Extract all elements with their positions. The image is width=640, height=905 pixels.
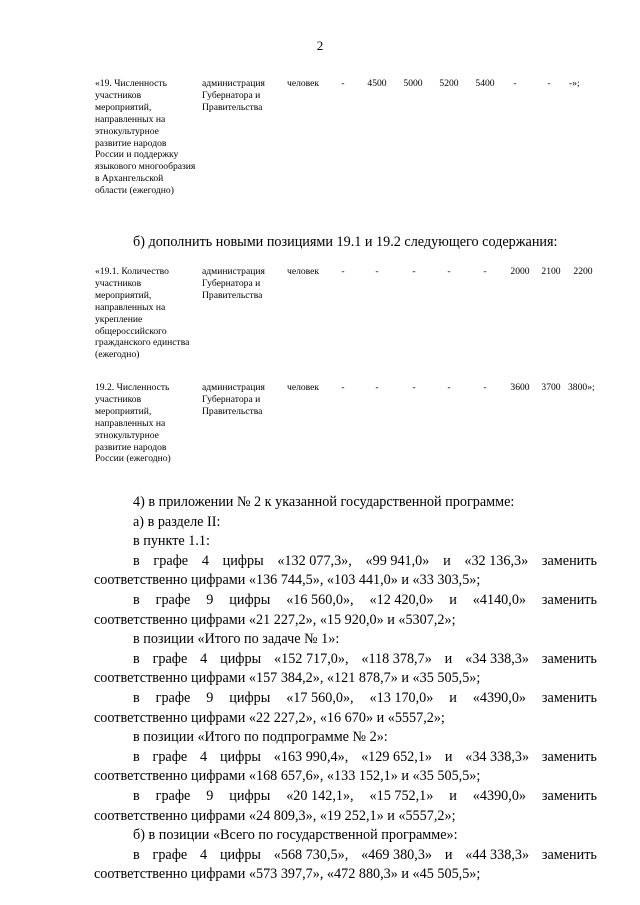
word: цифры bbox=[229, 592, 271, 608]
word: графе bbox=[155, 690, 191, 706]
word: в bbox=[133, 592, 140, 608]
table-cell: 5000 bbox=[403, 78, 423, 89]
word: «15 752,1» bbox=[369, 788, 434, 804]
word: в bbox=[133, 748, 140, 765]
table-cell: - bbox=[341, 266, 345, 277]
word: 9 bbox=[206, 592, 214, 608]
table-cell: - bbox=[447, 266, 451, 277]
page-number: 2 bbox=[316, 38, 324, 53]
word: «568 730,5», bbox=[273, 846, 349, 863]
word: 9 bbox=[206, 690, 214, 706]
indicator-name: «19.1. Количество участников мероприятий, направленных на укрепление общероссийского гражданского единства (ежегодно) bbox=[95, 266, 190, 361]
word: в bbox=[133, 552, 140, 569]
word: «132 077,3», bbox=[277, 552, 352, 569]
unit-of-measure: человек bbox=[287, 266, 320, 277]
indicator-name: 19.2. Численность участников мероприятий, направленных на этнокультурное развитие народов России (ежегодно) bbox=[95, 382, 171, 465]
word: цифры bbox=[229, 690, 271, 706]
word: цифры bbox=[220, 650, 262, 667]
word: и bbox=[444, 846, 453, 863]
body-line: соответственно цифрами «573 397,7», «472 880,3» и «45 505,5»; bbox=[94, 866, 481, 883]
word: «34 338,3» bbox=[465, 650, 529, 667]
responsible-executor: администрация Губернатора и Правительства bbox=[202, 382, 265, 417]
table-cell: - bbox=[341, 78, 345, 89]
body-line: соответственно цифрами «168 657,6», «133 152,1» и «35 505,5»; bbox=[94, 768, 481, 785]
word: в bbox=[133, 846, 140, 863]
table-row-19 bbox=[95, 78, 610, 214]
word: цифры bbox=[222, 552, 264, 569]
table-cell: 5400 bbox=[475, 78, 495, 89]
body-line: соответственно цифрами «21 227,2», «15 920,0» и «5307,2»; bbox=[94, 611, 456, 628]
body-line: 4) в приложении № 2 к указанной государственной программе: bbox=[133, 494, 515, 510]
word: «118 378,7» bbox=[361, 650, 432, 667]
table-cell: - bbox=[447, 382, 451, 393]
word: и bbox=[449, 788, 457, 804]
word: «17 560,0», bbox=[286, 690, 354, 706]
word: «16 560,0», bbox=[286, 592, 354, 608]
word: «32 136,3» bbox=[464, 552, 529, 569]
body-line bbox=[133, 788, 597, 804]
word: и bbox=[444, 748, 453, 765]
word: графе bbox=[152, 846, 188, 863]
word: графе bbox=[153, 552, 189, 569]
table-cell: 2200 bbox=[573, 266, 593, 277]
body-line bbox=[133, 592, 597, 608]
table-cell: - bbox=[513, 78, 517, 89]
word: 9 bbox=[206, 788, 214, 804]
word: заменить bbox=[541, 552, 597, 569]
table-row-19-2 bbox=[95, 382, 610, 472]
body-line: соответственно цифрами «157 384,2», «121 878,7» и «35 505,5»; bbox=[94, 670, 481, 687]
table-cell: 3700 bbox=[541, 382, 561, 393]
body-line: а) в разделе II: bbox=[133, 513, 221, 530]
table-cell: - bbox=[412, 266, 416, 277]
body-line: в позиции «Итого по задаче № 1»: bbox=[133, 631, 340, 648]
body-line bbox=[133, 553, 597, 569]
word: цифры bbox=[219, 846, 261, 863]
body-line bbox=[133, 651, 597, 667]
word: графе bbox=[152, 748, 188, 765]
table-cell: - bbox=[341, 382, 345, 393]
table-cell: - bbox=[375, 382, 379, 393]
word: «4390,0» bbox=[472, 788, 526, 804]
word: 4 bbox=[200, 650, 208, 667]
unit-of-measure: человек bbox=[287, 78, 320, 89]
table-cell: 2000 bbox=[510, 266, 530, 277]
table-cell: 2100 bbox=[541, 266, 561, 277]
word: заменить bbox=[541, 748, 597, 765]
word: графе bbox=[152, 650, 188, 667]
indicator-name: «19. Численность участников мероприятий, направленных на этнокультурное развитие народов России и поддержку языкового многообразия в Архангельской области (ежегодно) bbox=[95, 78, 196, 197]
table-cell: 3800»; bbox=[568, 382, 595, 393]
table-cell: 4500 bbox=[367, 78, 387, 89]
table-cell: - bbox=[483, 382, 487, 393]
body-line bbox=[133, 749, 597, 765]
table-cell: -»; bbox=[569, 78, 580, 89]
word: «44 338,3» bbox=[465, 846, 530, 863]
unit-of-measure: человек bbox=[287, 382, 320, 393]
word: и bbox=[444, 650, 453, 667]
word: «99 941,0» bbox=[365, 552, 430, 569]
word: заменить bbox=[541, 846, 597, 863]
word: цифры bbox=[229, 788, 271, 804]
word: «4140,0» bbox=[472, 592, 526, 608]
table-cell: - bbox=[547, 78, 551, 89]
word: 4 bbox=[201, 552, 209, 569]
table-cell: - bbox=[412, 382, 416, 393]
word: в bbox=[133, 690, 140, 706]
word: «129 652,1» bbox=[361, 748, 432, 765]
word: и bbox=[449, 690, 457, 706]
word: «469 380,3» bbox=[361, 846, 432, 863]
word: «20 142,1», bbox=[286, 788, 354, 804]
word: заменить bbox=[541, 690, 597, 706]
table-cell: 3600 bbox=[510, 382, 530, 393]
table-cell: - bbox=[375, 266, 379, 277]
heading-b: б) дополнить новыми позициями 19.1 и 19.2 следующего содержания: bbox=[133, 234, 558, 250]
word: цифры bbox=[219, 748, 261, 765]
word: графе bbox=[155, 592, 191, 608]
table-cell: 5200 bbox=[439, 78, 459, 89]
body-line: соответственно цифрами «22 227,2», «16 670» и «5557,2»; bbox=[94, 709, 445, 726]
word: в bbox=[133, 650, 140, 667]
word: и bbox=[449, 592, 457, 608]
body-line: соответственно цифрами «136 744,5», «103 441,0» и «33 303,5»; bbox=[94, 572, 481, 589]
word: и bbox=[443, 552, 451, 569]
word: «163 990,4», bbox=[273, 748, 349, 765]
body-line: в позиции «Итого по подпрограмме № 2»: bbox=[133, 729, 388, 746]
word: «152 717,0», bbox=[274, 650, 349, 667]
word: «34 338,3» bbox=[465, 748, 530, 765]
word: графе bbox=[155, 788, 191, 804]
body-line bbox=[133, 690, 597, 706]
responsible-executor: администрация Губернатора и Правительства bbox=[202, 266, 265, 301]
body-line: б) в позиции «Всего по государственной программе»: bbox=[133, 827, 458, 844]
word: заменить bbox=[541, 592, 597, 608]
word: в bbox=[133, 788, 140, 804]
table-cell: - bbox=[483, 266, 487, 277]
responsible-executor: администрация Губернатора и Правительства bbox=[202, 78, 265, 113]
body-line bbox=[133, 847, 597, 863]
word: «12 420,0» bbox=[369, 592, 434, 608]
word: 4 bbox=[200, 748, 208, 765]
word: 4 bbox=[200, 846, 208, 863]
body-line: соответственно цифрами «24 809,3», «19 252,1» и «5557,2»; bbox=[94, 807, 456, 824]
table-row-19-1 bbox=[95, 266, 610, 366]
word: заменить bbox=[541, 650, 597, 667]
body-line: в пункте 1.1: bbox=[133, 533, 210, 550]
word: заменить bbox=[541, 788, 597, 804]
word: «13 170,0» bbox=[369, 690, 434, 706]
word: «4390,0» bbox=[472, 690, 526, 706]
